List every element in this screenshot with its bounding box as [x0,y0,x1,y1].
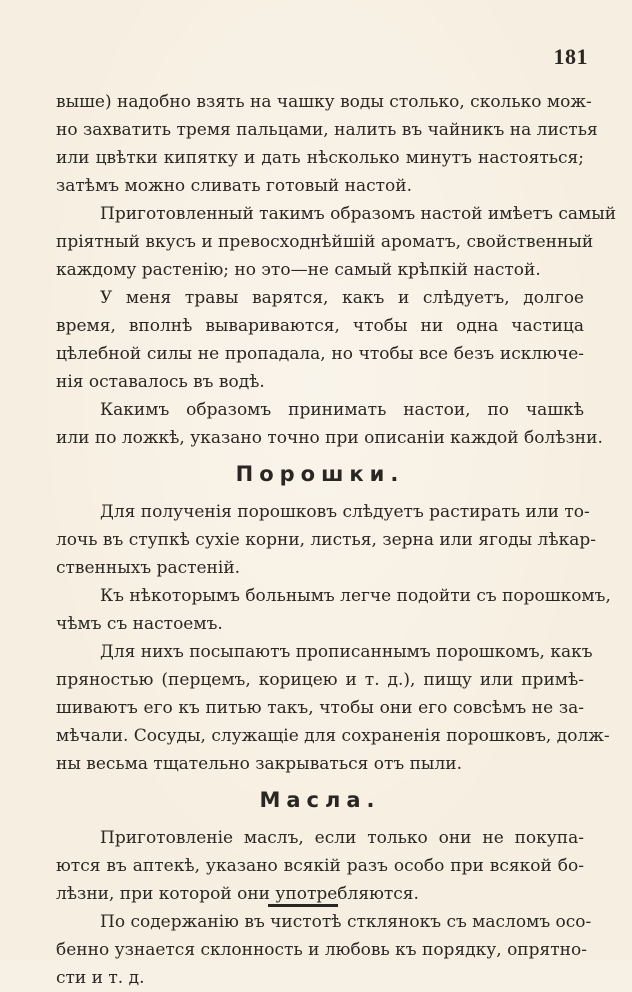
text-line: Приготовленный такимъ образомъ настой имѣетъ самый [100,204,617,224]
text-line: шиваютъ его къ питью такъ, чтобы они его совсѣмъ не за- [56,698,584,718]
text-line: цѣлебной силы не пропадала, но чтобы все безъ исключе- [56,344,584,364]
text-line: Для полученія порошковъ слѣдуетъ растирать или то- [100,502,590,522]
text-line: У меня травы варятся, какъ и слѣдуетъ, долгое [100,288,584,308]
paragraph [56,908,592,992]
text-line: Приготовленіе маслъ, если только они не покупа- [100,828,584,848]
end-rule [268,904,338,907]
paragraph [56,200,617,284]
section-heading-oils: Масла. [259,788,381,812]
text-line: или цвѣтки кипятку и дать нѣсколько минутъ настояться; [56,148,584,168]
paragraph [56,396,603,452]
text-line: мѣчали. Сосуды, служащіе для сохраненія порошковъ, долж- [56,726,610,746]
text-line: время, вполнѣ вывариваются, чтобы ни одна частица [56,316,584,336]
paragraph [56,824,584,908]
text-line: бенно узнается склонность и любовь къ порядку, опрятно- [56,940,587,960]
text-line: Для нихъ посыпаютъ прописаннымъ порошкомъ, какъ [100,642,593,662]
paragraph [56,498,596,582]
body-text [56,88,617,992]
text-line: Какимъ образомъ принимать настои, по чашкѣ [100,400,584,420]
text-line: каждому растенію; но это—не самый крѣпкій настой. [56,260,541,280]
paragraph [56,638,610,778]
text-line: нія оставалось въ водѣ. [56,372,265,392]
paragraph [56,88,598,200]
text-line: лочь въ ступкѣ сухіе корни, листья, зерна или ягоды лѣкар- [56,530,596,550]
text-line: затѣмъ можно сливать готовый настой. [56,176,412,196]
text-line: ственныхъ растеній. [56,558,241,578]
text-line: пряностью (перцемъ, корицею и т. д.), пищу или примѣ- [56,670,584,690]
paragraph [56,582,611,638]
text-line: но захватить тремя пальцами, налить въ чайникъ на листья [56,120,598,140]
text-line: чѣмъ съ настоемъ. [56,614,223,634]
section-heading-powders: Порошки. [235,462,405,486]
text-line: сти и т. д. [56,968,145,988]
paragraph [56,284,584,396]
text-line: пріятный вкусъ и превосходнѣйшій ароматъ, свойственный [56,232,594,252]
text-line: выше) надобно взять на чашку воды столько, сколько мож- [56,92,592,112]
text-line: По содержанію въ чистотѣ стклянокъ съ масломъ осо- [100,912,592,932]
text-line: ны весьма тщательно закрываться отъ пыли. [56,754,462,774]
text-line: или по ложкѣ, указано точно при описаніи каждой болѣзни. [56,428,603,448]
page-number: 181 [553,44,588,69]
text-line: Къ нѣкоторымъ больнымъ легче подойти съ порошкомъ, [100,586,611,606]
text-line: ются въ аптекѣ, указано всякій разъ особо при всякой бо- [56,856,584,876]
text-line: лѣзни, при которой они употребляются. [56,884,419,904]
